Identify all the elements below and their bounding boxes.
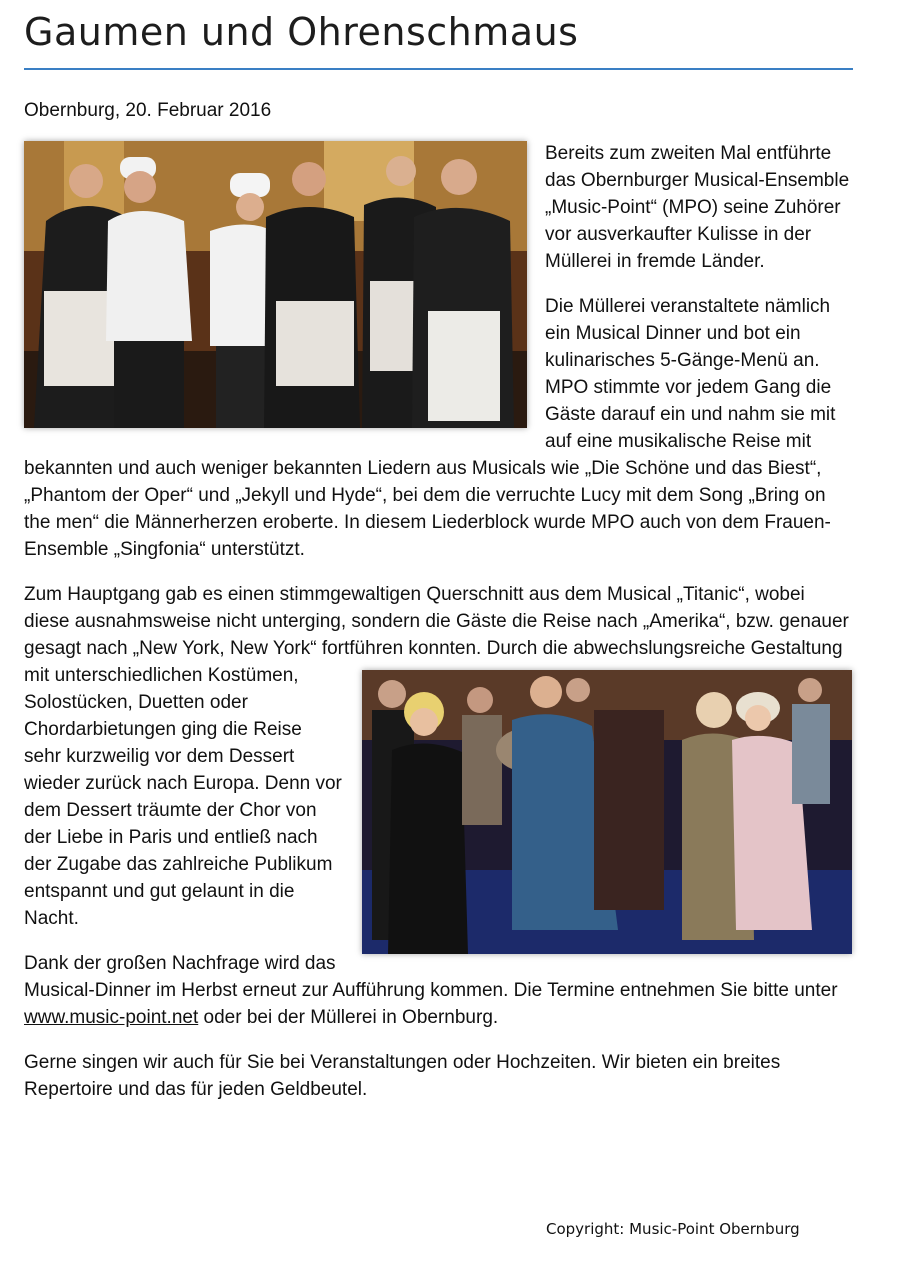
article-body <box>24 140 852 1121</box>
paragraph-main-course <box>24 581 852 932</box>
announcement-text-before: Dank der großen Nachfrage wird das Musical-Dinner im Herbst erneut zur Aufführung kommen. Die Termine entnehmen Sie bitte unter <box>24 953 838 1001</box>
photo-ensemble-waiters <box>24 141 527 428</box>
paragraph-announcement <box>24 950 852 1031</box>
announcement-text-after: oder bei der Müllerei in Obernburg. <box>198 1007 499 1028</box>
copyright-note: Copyright: Music-Point Obernburg <box>546 1220 800 1238</box>
paragraph-main-course-continued: Solostücken, Duetten oder Chordarbietungen ging die Reise sehr kurzweilig vor dem Dessert wieder zurück nach Europa. Denn vor dem Dessert träumte der Chor von der Liebe in Paris und entließ nach der Zugabe das zahlreiche Publikum entspannt und gut gelaunt in die Nacht. <box>24 692 342 929</box>
article-title: Gaumen und Ohrenschmaus <box>24 10 579 54</box>
music-point-link[interactable]: www.music-point.net <box>24 1007 199 1028</box>
paragraph-intro: Bereits zum zweiten Mal entführte das Obernburger Musical-Ensemble „Music-Point“ (MPO) seine Zuhörer vor ausverkaufter Kulisse in der Müllerei in fremde Länder. <box>545 143 850 272</box>
paragraph-main-course-text: Zum Hauptgang gab es einen stimmgewaltigen Querschnitt aus dem Musical „Titanic“, wobei diese ausnahmsweise nicht unterging, sondern die Gäste die Reise nach „Amerika“, bzw. genauer gesagt nach „New York, New York“ fortführen konnten. Durch die abwechslungsreiche Gestaltung mit unterschiedlichen Kostümen, <box>24 584 849 686</box>
title-divider <box>24 68 853 70</box>
dateline: Obernburg, 20. Februar 2016 <box>24 100 272 121</box>
photo-titanic-scene <box>362 670 852 954</box>
paragraph-dinner: Die Müllerei veranstaltete nämlich ein Musical Dinner und bot ein kulinarisches 5-Gänge-Menü an. MPO stimmte vor jedem Gang die Gäste darauf ein und nahm sie mit auf eine musikalische Reise mit bekannten und auch weniger bekannten Liedern aus Musicals wie „Die Schöne und das Biest“, „Phantom der Oper“ und „Jekyll und Hyde“, bei dem die verruchte Lucy mit dem Song „Bring on the men“ die Männerherzen eroberte. In diesem Liederblock wurde MPO auch von dem Frauen-Ensemble „Singfonia“ unterstützt. <box>24 296 836 560</box>
paragraph-offer: Gerne singen wir auch für Sie bei Veranstaltungen oder Hochzeiten. Wir bieten ein breites Repertoire und das für jeden Geldbeutel. <box>24 1052 781 1100</box>
